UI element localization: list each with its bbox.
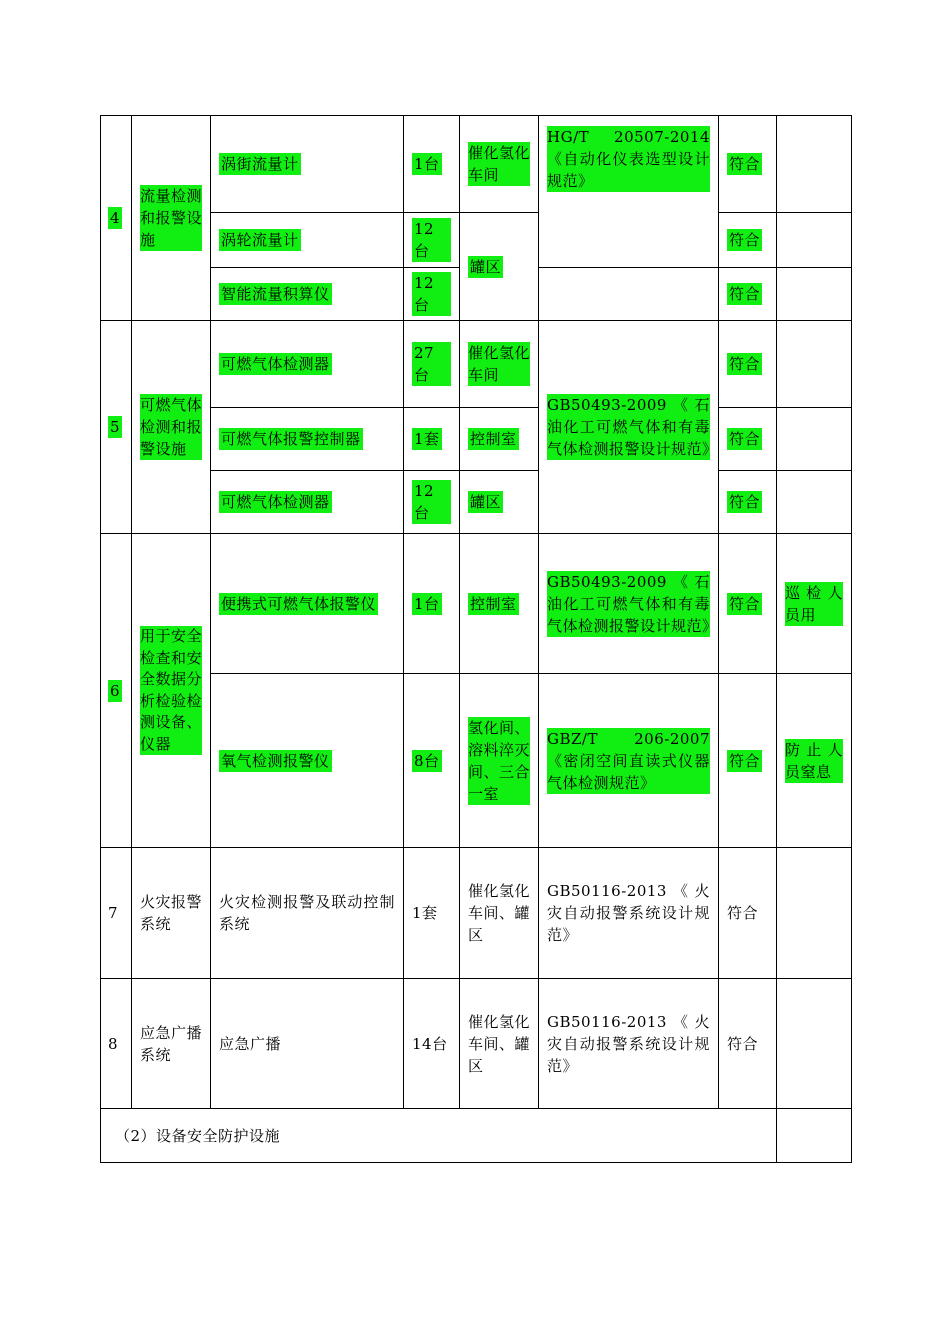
row-number-cell [101,848,132,979]
result-cell [719,979,777,1109]
result-cell [719,268,777,321]
standard-cell [539,979,719,1109]
row-number: 4 [110,209,121,227]
table-row [101,213,852,268]
item-name-cell [211,979,404,1109]
quantity-cell [404,534,460,674]
result: 符合 [729,594,761,613]
quantity-cell [404,979,460,1109]
note-cell [777,848,852,979]
location-cell [460,979,539,1109]
row-number-cell [101,321,132,534]
item-name: 可燃气体检测器 [221,355,330,373]
section-row [101,1109,852,1163]
table-row [101,471,852,534]
facility-table [100,115,852,1163]
table-row [101,674,852,848]
quantity: 27台 [412,342,451,386]
quantity-cell [404,408,460,471]
result: 符合 [729,430,761,448]
location-cell [460,534,539,674]
result-cell [719,408,777,471]
quantity-cell [404,321,460,408]
section-title-cell [101,1109,777,1163]
row-number-cell [101,979,132,1109]
note-cell [777,213,852,268]
row-number: 5 [110,418,121,436]
note-cell [777,408,852,471]
table-row [101,321,852,408]
standard-text: HG/T 20507-2014《自动化仪表选型设计规范》 [547,128,710,190]
result: 符合 [729,355,761,373]
item-name-cell [211,471,404,534]
standard-text: GB50116-2013《火灾自动报警系统设计规范》 [547,882,710,944]
quantity: 1台 [414,155,440,173]
item-name: 涡街流量计 [221,155,299,173]
item-name-cell [211,534,404,674]
location: 罐区 [470,257,502,276]
result: 符合 [729,493,761,511]
note-cell [777,979,852,1109]
category-cell [132,321,211,534]
location: 催化氢化车间、罐区 [468,882,531,944]
standard-cell [539,116,719,268]
location-cell [460,848,539,979]
location: 催化氢化车间 [468,144,531,184]
row-number-cell [101,534,132,848]
quantity: 12台 [412,218,451,262]
result: 符合 [729,231,761,249]
quantity: 1台 [414,594,440,613]
location: 催化氢化车间 [468,344,531,384]
location: 控制室 [470,430,517,448]
item-name: 智能流量积算仪 [221,285,330,303]
location-cell [460,471,539,534]
standard-text: GB50116-2013《火灾自动报警系统设计规范》 [547,1012,710,1075]
item-name: 便携式可燃气体报警仪 [221,594,377,613]
note-cell [777,471,852,534]
quantity: 14台 [412,1034,448,1053]
item-name-cell [211,408,404,471]
category-cell [132,848,211,979]
category-text: 火灾报警系统 [140,893,203,933]
item-name-cell [211,268,404,321]
quantity-cell [404,116,460,213]
item-name-cell [211,116,404,213]
result: 符合 [727,904,759,922]
note-cell [777,534,852,674]
quantity: 1套 [414,430,440,448]
table-row [101,534,852,674]
location: 罐区 [470,493,502,511]
section-title: （2）设备安全防护设施 [115,1126,281,1145]
item-name: 氧气检测报警仪 [221,751,330,770]
location: 控制室 [470,594,517,613]
note: 防止人员窒息 [785,740,843,781]
standard-cell [539,321,719,534]
item-name: 火灾检测报警及联动控制系统 [219,893,395,933]
result-cell [719,471,777,534]
quantity-cell [404,848,460,979]
item-name: 可燃气体报警控制器 [221,430,361,448]
note-cell [777,321,852,408]
standard-cell-empty [539,268,719,321]
location-cell [460,116,539,213]
location-cell [460,674,539,848]
result-cell [719,213,777,268]
result-cell [719,116,777,213]
category-text: 应急广播系统 [140,1023,203,1064]
item-name-cell [211,321,404,408]
standard-cell [539,674,719,848]
location-cell [460,213,539,321]
result-cell [719,321,777,408]
result: 符合 [727,1034,759,1053]
item-name-cell [211,848,404,979]
table-row [101,408,852,471]
row-number: 8 [108,1034,119,1053]
category-text: 用于安全检查和安全数据分析检验检测设备、仪器 [140,626,202,755]
item-name: 可燃气体检测器 [221,493,330,511]
category-cell [132,534,211,848]
category-cell [132,979,211,1109]
item-name-cell [211,213,404,268]
table-row [101,848,852,979]
table-row [101,116,852,213]
quantity-cell [404,674,460,848]
result: 符合 [729,285,761,303]
table-row [101,979,852,1109]
result-cell [719,848,777,979]
note-cell [777,116,852,213]
row-number-cell [101,116,132,321]
standard-cell [539,534,719,674]
result: 符合 [729,751,761,770]
quantity: 12台 [412,480,451,524]
category-text: 可燃气体检测和报警设施 [140,396,203,458]
note: 巡检人员用 [785,583,843,624]
standard-text: GB50493-2009《石油化工可燃气体和有毒气体检测报警设计规范》 [547,396,718,458]
standard-text: GBZ/T 206-2007《密闭空间直读式仪器气体检测规范》 [547,729,710,792]
row-number: 7 [108,904,119,922]
quantity: 1套 [412,904,438,922]
category-text: 流量检测和报警设施 [140,187,203,249]
result-cell [719,534,777,674]
item-name: 应急广播 [219,1034,282,1053]
standard-cell [539,848,719,979]
quantity-cell [404,268,460,321]
location-cell [460,408,539,471]
section-note-cell [777,1109,852,1163]
location-cell [460,321,539,408]
quantity: 8台 [414,751,440,770]
category-cell [132,116,211,321]
quantity-cell [404,213,460,268]
row-number: 6 [110,681,121,700]
standard-text: GB50493-2009《石油化工可燃气体和有毒气体检测报警设计规范》 [547,572,718,635]
note-cell [777,674,852,848]
result: 符合 [729,155,761,173]
quantity: 12台 [412,272,451,316]
location: 氢化间、溶料淬灭间、三合一室 [468,718,531,803]
location: 催化氢化车间、罐区 [468,1012,531,1075]
note-cell [777,268,852,321]
result-cell [719,674,777,848]
item-name: 涡轮流量计 [221,231,299,249]
item-name-cell [211,674,404,848]
quantity-cell [404,471,460,534]
